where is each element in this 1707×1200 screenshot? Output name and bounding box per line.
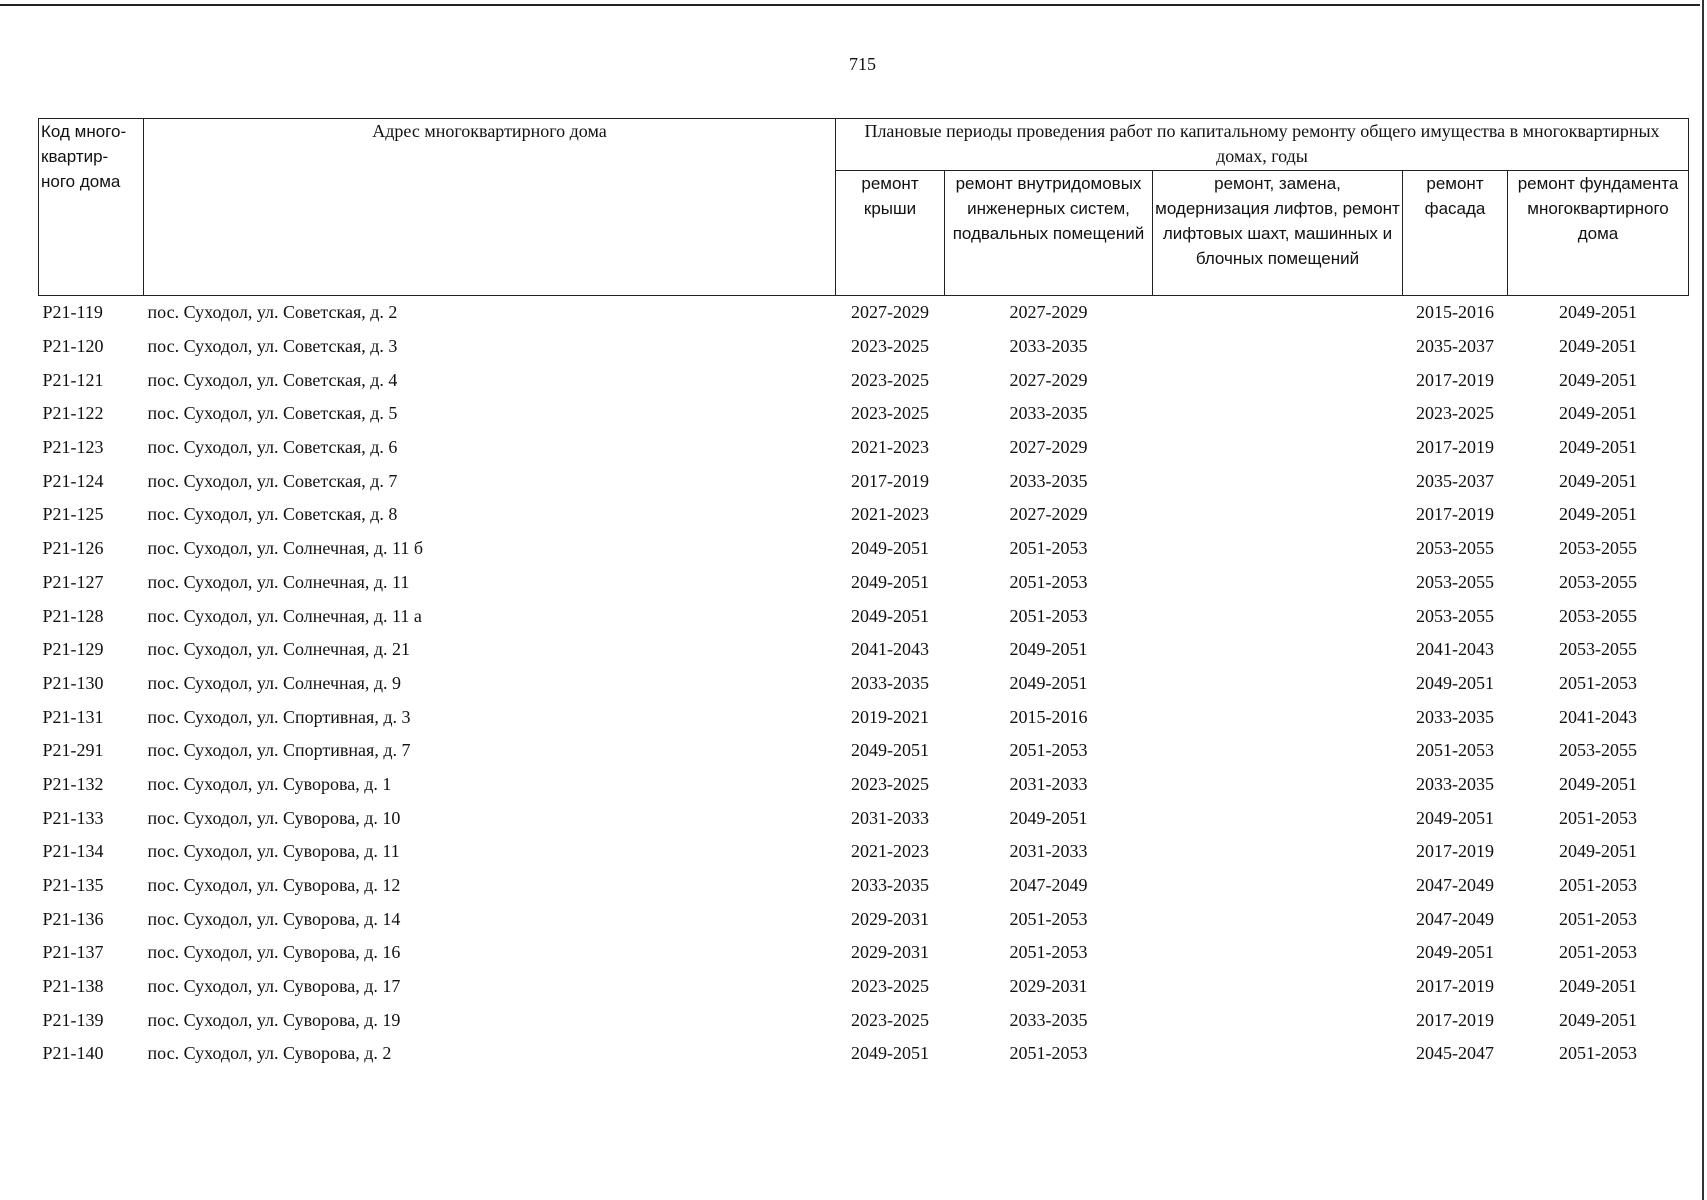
cell-elevators bbox=[1153, 835, 1403, 869]
page-number: 715 bbox=[849, 54, 876, 74]
cell-facade: 2047-2049 bbox=[1416, 908, 1494, 929]
cell-code: Р21-122 bbox=[42, 403, 104, 424]
cell-engineering: 2047-2049 bbox=[1009, 875, 1088, 896]
cell-code: Р21-126 bbox=[42, 538, 104, 559]
cell-facade: 2017-2019 bbox=[1416, 1009, 1494, 1030]
cell-foundation: 2049-2051 bbox=[1559, 369, 1637, 390]
cell-roof: 2023-2025 bbox=[851, 336, 929, 357]
cell-roof: 2033-2035 bbox=[851, 875, 929, 896]
cell-roof: 2023-2025 bbox=[851, 976, 929, 997]
table-row bbox=[39, 801, 1689, 835]
table-row bbox=[39, 835, 1689, 869]
cell-code: Р21-124 bbox=[42, 470, 104, 491]
table-header bbox=[39, 119, 1689, 296]
cell-facade: 2045-2047 bbox=[1416, 1043, 1494, 1064]
cell-facade: 2017-2019 bbox=[1416, 841, 1494, 862]
cell-address: пос. Суходол, ул. Суворова, д. 11 bbox=[147, 841, 400, 862]
cell-code: Р21-133 bbox=[42, 807, 104, 828]
cell-engineering: 2049-2051 bbox=[1009, 807, 1088, 828]
cell-address: пос. Суходол, ул. Суворова, д. 14 bbox=[147, 908, 401, 929]
header-facade: ремонт фасада bbox=[1403, 171, 1508, 296]
cell-facade: 2049-2051 bbox=[1416, 807, 1494, 828]
cell-address: пос. Суходол, ул. Солнечная, д. 11 bbox=[147, 571, 410, 592]
cell-elevators bbox=[1153, 330, 1403, 364]
cell-roof: 2021-2023 bbox=[851, 504, 929, 525]
cell-address: пос. Суходол, ул. Солнечная, д. 11 а bbox=[147, 605, 422, 626]
cell-address: пос. Суходол, ул. Советская, д. 6 bbox=[147, 437, 398, 458]
header-periods-group: Плановые периоды проведения работ по капитальному ремонту общего имущества в многоквартирных домах, годы bbox=[836, 119, 1689, 171]
cell-address: пос. Суходол, ул. Советская, д. 4 bbox=[147, 369, 398, 390]
cell-code: Р21-121 bbox=[42, 369, 104, 390]
cell-engineering: 2033-2035 bbox=[1009, 403, 1088, 424]
cell-engineering: 2051-2053 bbox=[1009, 740, 1088, 761]
cell-facade: 2023-2025 bbox=[1416, 403, 1494, 424]
cell-code: Р21-137 bbox=[42, 942, 104, 963]
cell-foundation: 2041-2043 bbox=[1559, 706, 1637, 727]
table-body bbox=[39, 296, 1689, 1071]
cell-code: Р21-131 bbox=[42, 706, 104, 727]
table-row bbox=[39, 902, 1689, 936]
cell-foundation: 2051-2053 bbox=[1559, 875, 1637, 896]
cell-roof: 2021-2023 bbox=[851, 841, 929, 862]
cell-foundation: 2053-2055 bbox=[1559, 605, 1637, 626]
cell-address: пос. Суходол, ул. Суворова, д. 1 bbox=[147, 773, 392, 794]
table-row bbox=[39, 734, 1689, 768]
cell-engineering: 2051-2053 bbox=[1009, 571, 1088, 592]
table-row bbox=[39, 296, 1689, 330]
table-row bbox=[39, 464, 1689, 498]
cell-code: Р21-291 bbox=[42, 740, 104, 761]
table-row bbox=[39, 599, 1689, 633]
cell-address: пос. Суходол, ул. Советская, д. 8 bbox=[147, 504, 398, 525]
table-row bbox=[39, 1037, 1689, 1071]
cell-elevators bbox=[1153, 734, 1403, 768]
cell-elevators bbox=[1153, 1037, 1403, 1071]
cell-foundation: 2049-2051 bbox=[1559, 773, 1637, 794]
cell-roof: 2023-2025 bbox=[851, 369, 929, 390]
cell-facade: 2033-2035 bbox=[1416, 773, 1494, 794]
cell-elevators bbox=[1153, 397, 1403, 431]
cell-roof: 2049-2051 bbox=[851, 571, 929, 592]
cell-address: пос. Суходол, ул. Советская, д. 5 bbox=[147, 403, 398, 424]
cell-engineering: 2027-2029 bbox=[1009, 369, 1088, 390]
cell-elevators bbox=[1153, 633, 1403, 667]
cell-engineering: 2033-2035 bbox=[1009, 470, 1088, 491]
cell-facade: 2053-2055 bbox=[1416, 605, 1494, 626]
table-row bbox=[39, 532, 1689, 566]
cell-engineering: 2015-2016 bbox=[1009, 706, 1088, 727]
table-row bbox=[39, 700, 1689, 734]
cell-elevators bbox=[1153, 363, 1403, 397]
cell-foundation: 2049-2051 bbox=[1559, 437, 1637, 458]
table-row bbox=[39, 566, 1689, 600]
cell-code: Р21-132 bbox=[42, 773, 104, 794]
cell-foundation: 2051-2053 bbox=[1559, 807, 1637, 828]
cell-elevators bbox=[1153, 464, 1403, 498]
cell-roof: 2023-2025 bbox=[851, 1009, 929, 1030]
cell-roof: 2049-2051 bbox=[851, 1043, 929, 1064]
cell-address: пос. Суходол, ул. Суворова, д. 12 bbox=[147, 875, 401, 896]
cell-foundation: 2051-2053 bbox=[1559, 1043, 1637, 1064]
right-border-line bbox=[1702, 0, 1704, 1200]
cell-engineering: 2029-2031 bbox=[1009, 976, 1088, 997]
cell-foundation: 2049-2051 bbox=[1559, 336, 1637, 357]
header-engineering: ремонт внутридомовых инженерных систем, подвальных помещений bbox=[945, 171, 1153, 296]
table-row bbox=[39, 768, 1689, 802]
cell-code: Р21-136 bbox=[42, 908, 104, 929]
cell-roof: 2017-2019 bbox=[851, 470, 929, 491]
cell-foundation: 2049-2051 bbox=[1559, 403, 1637, 424]
cell-address: пос. Суходол, ул. Суворова, д. 10 bbox=[147, 807, 401, 828]
cell-elevators bbox=[1153, 1003, 1403, 1037]
cell-roof: 2049-2051 bbox=[851, 538, 929, 559]
cell-roof: 2027-2029 bbox=[851, 302, 929, 323]
cell-address: пос. Суходол, ул. Советская, д. 3 bbox=[147, 336, 398, 357]
cell-roof: 2049-2051 bbox=[851, 605, 929, 626]
cell-elevators bbox=[1153, 936, 1403, 970]
cell-engineering: 2033-2035 bbox=[1009, 1009, 1088, 1030]
cell-foundation: 2049-2051 bbox=[1559, 841, 1637, 862]
cell-code: Р21-125 bbox=[42, 504, 104, 525]
cell-foundation: 2049-2051 bbox=[1559, 302, 1637, 323]
cell-foundation: 2053-2055 bbox=[1559, 740, 1637, 761]
cell-foundation: 2053-2055 bbox=[1559, 571, 1637, 592]
cell-code: Р21-128 bbox=[42, 605, 104, 626]
cell-roof: 2019-2021 bbox=[851, 706, 929, 727]
cell-code: Р21-123 bbox=[42, 437, 104, 458]
cell-address: пос. Суходол, ул. Солнечная, д. 21 bbox=[147, 639, 411, 660]
cell-facade: 2015-2016 bbox=[1416, 302, 1494, 323]
cell-code: Р21-130 bbox=[42, 672, 104, 693]
cell-elevators bbox=[1153, 902, 1403, 936]
cell-facade: 2049-2051 bbox=[1416, 942, 1494, 963]
cell-elevators bbox=[1153, 532, 1403, 566]
cell-roof: 2031-2033 bbox=[851, 807, 929, 828]
header-foundation: ремонт фундамента многоквартирного дома bbox=[1508, 171, 1689, 296]
cell-foundation: 2051-2053 bbox=[1559, 942, 1637, 963]
cell-foundation: 2049-2051 bbox=[1559, 504, 1637, 525]
cell-facade: 2053-2055 bbox=[1416, 571, 1494, 592]
table-row bbox=[39, 667, 1689, 701]
cell-elevators bbox=[1153, 599, 1403, 633]
cell-facade: 2017-2019 bbox=[1416, 369, 1494, 390]
table-row bbox=[39, 363, 1689, 397]
cell-engineering: 2049-2051 bbox=[1009, 672, 1088, 693]
table-row bbox=[39, 397, 1689, 431]
cell-elevators bbox=[1153, 700, 1403, 734]
cell-facade: 2051-2053 bbox=[1416, 740, 1494, 761]
cell-facade: 2049-2051 bbox=[1416, 672, 1494, 693]
table-row bbox=[39, 1003, 1689, 1037]
table-row bbox=[39, 498, 1689, 532]
cell-elevators bbox=[1153, 667, 1403, 701]
cell-elevators bbox=[1153, 869, 1403, 903]
cell-roof: 2023-2025 bbox=[851, 403, 929, 424]
cell-address: пос. Суходол, ул. Советская, д. 7 bbox=[147, 470, 398, 491]
cell-address: пос. Суходол, ул. Суворова, д. 16 bbox=[147, 942, 401, 963]
cell-facade: 2035-2037 bbox=[1416, 336, 1494, 357]
cell-foundation: 2049-2051 bbox=[1559, 470, 1637, 491]
cell-engineering: 2051-2053 bbox=[1009, 605, 1088, 626]
cell-engineering: 2049-2051 bbox=[1009, 639, 1088, 660]
table-row bbox=[39, 970, 1689, 1004]
cell-foundation: 2051-2053 bbox=[1559, 908, 1637, 929]
cell-engineering: 2051-2053 bbox=[1009, 942, 1088, 963]
table-row bbox=[39, 431, 1689, 465]
cell-address: пос. Суходол, ул. Суворова, д. 2 bbox=[147, 1043, 392, 1064]
cell-foundation: 2049-2051 bbox=[1559, 1009, 1637, 1030]
cell-facade: 2053-2055 bbox=[1416, 538, 1494, 559]
cell-elevators bbox=[1153, 970, 1403, 1004]
cell-code: Р21-139 bbox=[42, 1009, 104, 1030]
cell-engineering: 2027-2029 bbox=[1009, 437, 1088, 458]
cell-facade: 2017-2019 bbox=[1416, 437, 1494, 458]
cell-address: пос. Суходол, ул. Советская, д. 2 bbox=[147, 302, 398, 323]
table-row bbox=[39, 936, 1689, 970]
cell-roof: 2021-2023 bbox=[851, 437, 929, 458]
cell-code: Р21-140 bbox=[42, 1043, 104, 1064]
top-border-line bbox=[0, 4, 1700, 6]
cell-address: пос. Суходол, ул. Солнечная, д. 9 bbox=[147, 672, 402, 693]
cell-elevators bbox=[1153, 768, 1403, 802]
cell-code: Р21-127 bbox=[42, 571, 104, 592]
cell-code: Р21-134 bbox=[42, 841, 104, 862]
cell-elevators bbox=[1153, 801, 1403, 835]
cell-foundation: 2051-2053 bbox=[1559, 672, 1637, 693]
cell-foundation: 2053-2055 bbox=[1559, 639, 1637, 660]
cell-roof: 2041-2043 bbox=[851, 639, 929, 660]
cell-engineering: 2027-2029 bbox=[1009, 302, 1088, 323]
cell-code: Р21-135 bbox=[42, 875, 104, 896]
cell-address: пос. Суходол, ул. Спортивная, д. 3 bbox=[147, 706, 411, 727]
cell-engineering: 2051-2053 bbox=[1009, 1043, 1088, 1064]
cell-engineering: 2027-2029 bbox=[1009, 504, 1088, 525]
cell-roof: 2049-2051 bbox=[851, 740, 929, 761]
header-address: Адрес многоквартирного дома bbox=[144, 119, 836, 296]
cell-elevators bbox=[1153, 431, 1403, 465]
header-elevators: ремонт, замена, модернизация лифтов, ремонт лифтовых шахт, машинных и блочных помещений bbox=[1153, 171, 1403, 296]
cell-address: пос. Суходол, ул. Суворова, д. 17 bbox=[147, 976, 401, 997]
cell-roof: 2029-2031 bbox=[851, 942, 929, 963]
table-row bbox=[39, 330, 1689, 364]
cell-elevators bbox=[1153, 566, 1403, 600]
cell-address: пос. Суходол, ул. Солнечная, д. 11 б bbox=[147, 538, 424, 559]
table-row bbox=[39, 633, 1689, 667]
cell-facade: 2047-2049 bbox=[1416, 875, 1494, 896]
cell-code: Р21-120 bbox=[42, 336, 104, 357]
cell-facade: 2041-2043 bbox=[1416, 639, 1494, 660]
repair-schedule-table bbox=[38, 118, 1689, 1071]
cell-engineering: 2031-2033 bbox=[1009, 773, 1088, 794]
cell-roof: 2023-2025 bbox=[851, 773, 929, 794]
cell-facade: 2033-2035 bbox=[1416, 706, 1494, 727]
cell-elevators bbox=[1153, 498, 1403, 532]
cell-roof: 2029-2031 bbox=[851, 908, 929, 929]
cell-roof: 2033-2035 bbox=[851, 672, 929, 693]
cell-engineering: 2051-2053 bbox=[1009, 538, 1088, 559]
header-roof: ремонт крыши bbox=[836, 171, 945, 296]
cell-foundation: 2053-2055 bbox=[1559, 538, 1637, 559]
cell-engineering: 2033-2035 bbox=[1009, 336, 1088, 357]
table-row bbox=[39, 869, 1689, 903]
cell-code: Р21-138 bbox=[42, 976, 104, 997]
cell-code: Р21-119 bbox=[42, 302, 103, 323]
cell-elevators bbox=[1153, 296, 1403, 330]
cell-engineering: 2051-2053 bbox=[1009, 908, 1088, 929]
cell-code: Р21-129 bbox=[42, 639, 104, 660]
cell-address: пос. Суходол, ул. Суворова, д. 19 bbox=[147, 1009, 401, 1030]
cell-foundation: 2049-2051 bbox=[1559, 976, 1637, 997]
cell-engineering: 2031-2033 bbox=[1009, 841, 1088, 862]
cell-facade: 2035-2037 bbox=[1416, 470, 1494, 491]
cell-facade: 2017-2019 bbox=[1416, 976, 1494, 997]
header-code: Код много-квартир-ного дома bbox=[39, 119, 144, 296]
cell-address: пос. Суходол, ул. Спортивная, д. 7 bbox=[147, 740, 411, 761]
cell-facade: 2017-2019 bbox=[1416, 504, 1494, 525]
